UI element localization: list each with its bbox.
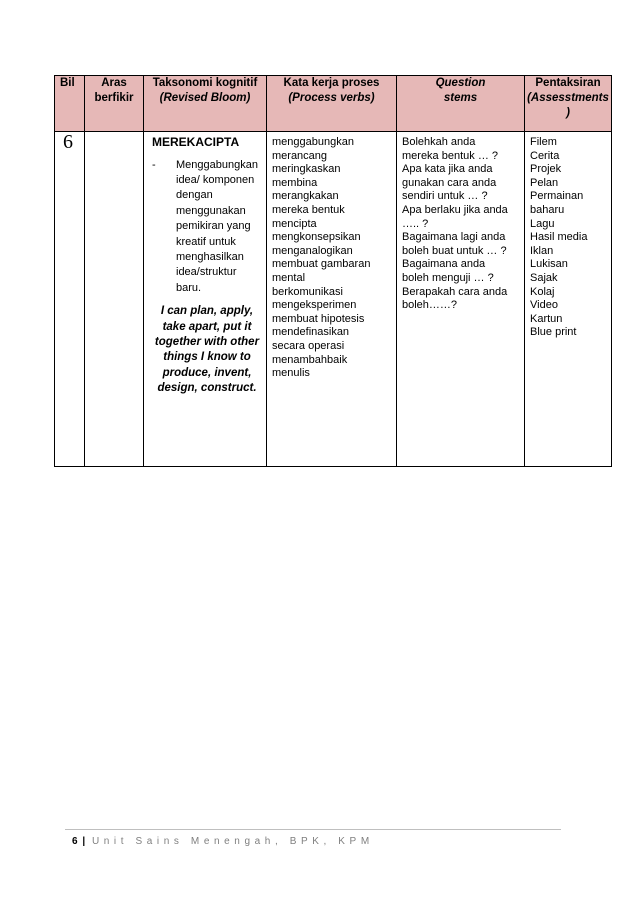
page-number: 6: [72, 836, 78, 847]
assessment-item: Iklan: [530, 244, 554, 257]
bloom-taxonomy-table: [54, 75, 612, 467]
stem-item: ….. ?: [402, 217, 429, 230]
verb-item: membuat gambaran: [272, 258, 371, 271]
verb-item: mengeksperimen: [272, 299, 357, 312]
header-taksonomi-line1: Taksonomi kognitif: [152, 77, 258, 89]
assessment-item: Blue print: [530, 326, 577, 339]
header-aras: [85, 76, 144, 132]
row-number: 6: [63, 131, 73, 153]
taksonomi-line: kreatif untuk: [176, 235, 236, 248]
assessment-item: Projek: [530, 163, 562, 176]
cell-taksonomi: [144, 132, 267, 467]
assessment-item: Sajak: [530, 271, 558, 284]
verb-item: berkomunikasi: [272, 285, 343, 298]
stem-item: boleh menguji … ?: [402, 271, 494, 284]
footer-organization: Unit Sains Menengah, BPK, KPM: [91, 836, 374, 847]
verb-item: merangkakan: [272, 190, 339, 203]
taksonomi-quote: [152, 304, 262, 396]
stem-item: mereka bentuk … ?: [402, 149, 498, 162]
taksonomi-dash: -: [152, 158, 156, 171]
quote-line: produce, invent,: [162, 366, 252, 379]
header-pentaksiran-line3: ): [566, 107, 570, 119]
quote-line: take apart, put it: [162, 320, 252, 333]
cell-aras: [85, 132, 144, 467]
assessment-item: Cerita: [530, 149, 560, 162]
page-footer: [72, 836, 374, 847]
taksonomi-description: [152, 158, 262, 297]
verb-item: membuat hipotesis: [272, 312, 365, 325]
quote-line: things I know to: [163, 351, 251, 364]
verb-item: merancang: [272, 149, 328, 162]
taksonomi-line: Menggabungkan: [176, 158, 258, 171]
header-kata-line2: (Process verbs): [288, 92, 375, 104]
cell-question-stems: [397, 132, 525, 467]
verb-item: mendefinasikan: [272, 326, 350, 339]
header-question-stems: [397, 76, 525, 132]
taksonomi-line: baru.: [176, 281, 202, 294]
stem-item: Apa berlaku jika anda: [402, 203, 508, 216]
assessment-item: Lagu: [530, 217, 555, 230]
verb-item: mereka bentuk: [272, 203, 345, 216]
quote-line: I can plan, apply,: [160, 305, 254, 318]
taksonomi-lines: [176, 158, 262, 297]
taksonomi-line: menggunakan: [176, 204, 246, 217]
assessment-item: Video: [530, 299, 558, 312]
taksonomi-line: pemikiran yang: [176, 220, 251, 233]
verb-item: meringkaskan: [272, 163, 341, 176]
header-pentaksiran-line1: Pentaksiran: [535, 77, 601, 89]
assessment-item: Hasil media: [530, 231, 588, 244]
cell-process-verbs: [267, 132, 397, 467]
header-bil: [55, 76, 85, 132]
stem-item: Apa kata jika anda: [402, 163, 493, 176]
header-pentaksiran-line2: (Assesstments: [527, 92, 609, 104]
verb-item: menganalogikan: [272, 244, 353, 257]
header-taksonomi: [144, 76, 267, 132]
header-kata-line1: Kata kerja proses: [283, 77, 380, 89]
header-aras-line1: Aras: [101, 77, 127, 89]
verb-item: menambahbaik: [272, 353, 348, 366]
header-question-line1: Question: [435, 77, 486, 89]
assessment-item: baharu: [530, 203, 565, 216]
verb-item: menggabungkan: [272, 136, 354, 148]
taksonomi-line: dengan: [176, 189, 213, 202]
assessment-item: Pelan: [530, 176, 559, 189]
header-pentaksiran: [525, 76, 612, 132]
stem-item: boleh buat untuk … ?: [402, 244, 507, 257]
header-kata-kerja: [267, 76, 397, 132]
stem-item: Bagaimana anda: [402, 258, 486, 271]
header-aras-line2: berfikir: [94, 92, 134, 104]
verb-item: mencipta: [272, 217, 317, 230]
table-row: [55, 132, 612, 467]
stem-item: sendiri untuk … ?: [402, 190, 488, 203]
verb-item: membina: [272, 176, 318, 189]
cell-bil: [55, 132, 85, 467]
stem-item: boleh……?: [402, 299, 458, 312]
verb-item: menulis: [272, 367, 310, 380]
assessment-item: Filem: [530, 136, 557, 148]
taksonomi-line: idea/struktur: [176, 266, 237, 279]
header-question-line2: stems: [443, 92, 478, 104]
footer-separator: |: [82, 836, 86, 847]
taksonomi-line: idea/ komponen: [176, 174, 255, 186]
footer-divider: [65, 829, 561, 830]
assessment-item: Kartun: [530, 312, 563, 325]
table-header-row: [55, 76, 612, 132]
quote-line: design, construct.: [157, 382, 257, 395]
stem-item: gunakan cara anda: [402, 176, 497, 189]
stem-item: Bagaimana lagi anda: [402, 231, 506, 244]
header-bil-text: Bil: [60, 77, 75, 89]
cell-assessments: [525, 132, 612, 467]
quote-line: together with other: [154, 336, 260, 349]
assessment-item: Permainan: [530, 190, 584, 203]
taksonomi-line: menghasilkan: [176, 251, 244, 264]
verb-item: mental: [272, 271, 306, 284]
verb-item: mengkonsepsikan: [272, 231, 361, 244]
header-taksonomi-line2: (Revised Bloom): [159, 92, 251, 104]
assessment-item: Kolaj: [530, 285, 555, 298]
stem-item: Bolehkah anda: [402, 136, 476, 148]
assessment-item: Lukisan: [530, 258, 568, 271]
stem-item: Berapakah cara anda: [402, 285, 508, 298]
taksonomi-title: MEREKACIPTA: [152, 135, 240, 149]
verb-item: secara operasi: [272, 339, 345, 352]
